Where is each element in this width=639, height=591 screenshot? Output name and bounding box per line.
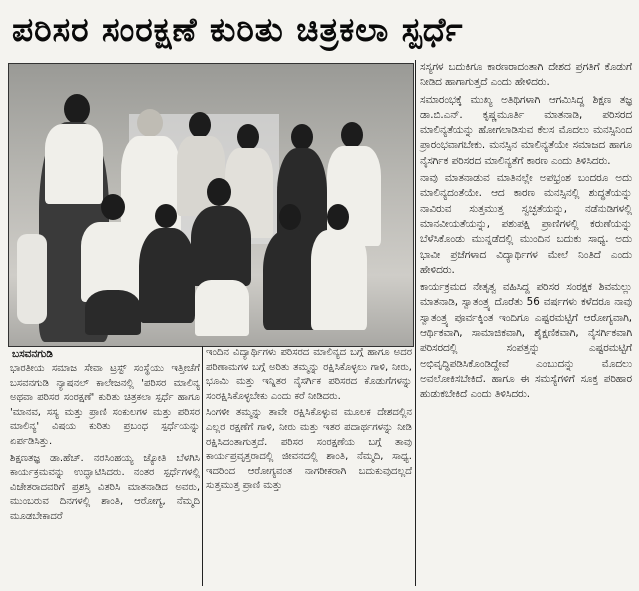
- paragraph: ಕಾರ್ಯಕ್ರಮದ ನೇತೃತ್ವ ವಹಿಸಿದ್ದ ಪರಿಸರ ಸಂರಕ್ಷಕ ಶಿವಮಲ್ಲು ಮಾತನಾಡಿ, ಸ್ವಾತಂತ್ರ್ಯ ದೊರೆತು 56 ವರ್ಷಗಳು ಕಳೆದರೂ ನಾವು ಸ್ವಾತಂತ್ರ್ಯ ಪೂರ್ವಕ್ಕಿಂತ ಇಂದಿಗೂ ಎಷ್ಟರಮಟ್ಟಿಗೆ ಆರೋಗ್ಯವಾಗಿ, ಆರ್ಥಿಕವಾಗಿ, ಸಾಮಾಜಿಕವಾಗಿ, ಶೈಕ್ಷಣಿಕವಾಗಿ, ನೈಸರ್ಗಿಕವಾಗಿ ಪರಿಸರದಲ್ಲಿ ಸಂಪತ್ತನ್ನು ಎಷ್ಟರಮಟ್ಟಿಗೆ ಅಭಿವೃದ್ಧಿಪಡಿಸಿಕೊಂಡಿದ್ದೇವೆ ಎಂಬುದನ್ನು ಮೊದಲು ಅವಲೋಕಿಸಬೇಕಿದೆ. ಹಾಗೂ ಈ ಸಮಸ್ಯೆಗಳಿಗೆ ಸೂಕ್ತ ಪರಿಹಾರ ಹುಡುಕಬೇಕಿದೆ ಎಂದು ತಿಳಿಸಿದರು.: [420, 281, 632, 401]
- column-rule: [202, 346, 203, 586]
- paragraph: ಶಿಕ್ಷಣತಜ್ಞ ಡಾ.ಹೆಚ್. ನರಸಿಂಹಯ್ಯ ಜ್ಯೋತಿ ಬೆಳಗಿಸಿ ಕಾರ್ಯಕ್ರಮವನ್ನು ಉದ್ಘಾಟಿಸಿದರು. ನಂತರ ಸ್ಪರ್ಧೆಗಳಲ್ಲಿ ವಿಜೇತರಾದವರಿಗೆ ಪ್ರಶಸ್ತಿ ವಿತರಿಸಿ ಮಾತನಾಡಿದ ಅವರು, ಮುಂಬರುವ ದಿನಗಳಲ್ಲಿ ಶಾಂತಿ, ಆರೋಗ್ಯ, ನೆಮ್ಮದಿ ಮೂಡಬೇಕಾದರೆ: [10, 452, 200, 522]
- column-rule: [415, 60, 416, 586]
- paragraph: ನಾವು ಮಾತನಾಡುವ ಮಾತಿನಲ್ಲೇ ಅಪಭ್ರಂಶ ಬಂದರೂ ಅದು ಮಾಲಿನ್ಯದಂತೆಯೇ. ಆದ ಕಾರಣ ಮನಸ್ಸಿನಲ್ಲಿ ಶುದ್ಧತೆಯನ್ನು ನಾವಿರುವ ಸುತ್ತಮುತ್ತ ಸ್ವಚ್ಛತೆಯನ್ನು, ನಡೆನುಡಿಗಳಲ್ಲಿ ಮಾನವೀಯತೆಯನ್ನು, ಪಶುಪಕ್ಷಿ ಪ್ರಾಣಿಗಳಲ್ಲಿ ಕರುಣೆಯನ್ನು ಬೆಳೆಸಿಕೊಂಡು ಮುನ್ನಡೆದಲ್ಲಿ ಮುಂದಿನ ಬದುಕು ಸಾಧ್ಯ. ಅದು ಭಾವೀ ಪ್ರಜೆಗಳಾದ ವಿದ್ಯಾರ್ಥಿಗಳ ಮೇಲೆ ನಿಂತಿದೆ ಎಂದು ಹೇಳಿದರು.: [420, 172, 632, 276]
- news-photo: [8, 63, 414, 347]
- paragraph: ಇಂದಿನ ವಿದ್ಯಾರ್ಥಿಗಳು ಪರಿಸರದ ಮಾಲಿನ್ಯದ ಬಗ್ಗೆ ಹಾಗೂ ಅದರ ಪರಿಣಾಮಗಳ ಬಗ್ಗೆ ಅರಿತು ತಮ್ಮನ್ನು ರಕ್ಷಿಸಿಕೊಳ್ಳಲು ಗಾಳಿ, ನೀರು, ಭೂಮಿ ಮತ್ತು ಇನ್ನಿತರ ನೈಸರ್ಗಿಕ ಪರಿಸರದ ಕೊಡುಗೆಗಳನ್ನು ಸಂರಕ್ಷಿಸಿಕೊಳ್ಳಬೇಕು ಎಂದು ಕರೆ ನೀಡಿದರು.: [206, 347, 412, 402]
- article-column-1: [10, 362, 200, 527]
- paragraph: ಭಾರತೀಯ ಸಮಾಜ ಸೇವಾ ಟ್ರಸ್ಟ್ ಸಂಸ್ಥೆಯು ಇತ್ತೀಚೆಗೆ ಬಸವನಗುಡಿ ನ್ಯಾಷನಲ್ ಕಾಲೇಜನಲ್ಲಿ 'ಪರಿಸರ ಮಾಲಿನ್ಯ ಅಥವಾ ಪರಿಸರ ಸಂರಕ್ಷಣೆ' ಕುರಿತು ಚಿತ್ರಕಲಾ ಸ್ಪರ್ಧೆ ಹಾಗೂ 'ಮಾನವ, ಸಸ್ಯ ಮತ್ತು ಪ್ರಾಣಿ ಸಂಕುಲಗಳ ಮತ್ತು ಪರಿಸರ ಮಾಲಿನ್ಯ' ವಿಷಯ ಕುರಿತು ಪ್ರಬಂಧ ಸ್ಪರ್ಧೆಯನ್ನು ಏರ್ಪಡಿಸಿತ್ತು.: [10, 363, 200, 447]
- dateline: ಬಸವನಗುಡಿ: [12, 348, 53, 360]
- headline: ಪರಿಸರ ಸಂರಕ್ಷಣೆ ಕುರಿತು ಚಿತ್ರಕಲಾ ಸ್ಪರ್ಧೆ: [12, 10, 464, 49]
- paragraph: ಸಮಾರಂಭಕ್ಕೆ ಮುಖ್ಯ ಅತಿಥಿಗಳಾಗಿ ಆಗಮಿಸಿದ್ದ ಶಿಕ್ಷಣ ತಜ್ಞ ಡಾ.ಬಿ.ಎನ್. ಕೃಷ್ಣಮೂರ್ತಿ ಮಾತನಾಡಿ, ಪರಿಸರದ ಮಾಲಿನ್ಯತೆಯನ್ನು ಹೋಗಲಾಡಿಸುವ ಕೆಲಸ ಮೊದಲು ಮನಸ್ಸಿನಿಂದ ಪ್ರಾರಂಭವಾಗಬೇಕು. ಮನಸ್ಸಿನ ಮಾಲಿನ್ಯತೆಯೇ ಸಮಾಜದ ಹಾಗೂ ನೈಸರ್ಗಿಕ ಪರಿಸರದ ಮಾಲಿನ್ಯತೆಗೆ ಕಾರಣ ಎಂದು ತಿಳಿಸಿದರು.: [420, 93, 632, 167]
- article-column-3: [420, 60, 632, 405]
- paragraph: ಸಸ್ಯಗಳ ಬದುಕಿಗೂ ಕಾರಣರಾದಂತಾಗಿ ದೇಶದ ಪ್ರಗತಿಗೆ ಕೊಡುಗೆ ನೀಡಿದ ಹಾಗಾಗುತ್ತದೆ ಎಂದು ಹೇಳಿದರು.: [420, 61, 632, 89]
- article-column-2: [206, 346, 412, 496]
- paragraph: ಸಿಂಗಳೀ ತಮ್ಮನ್ನು ತಾವೇ ರಕ್ಷಿಸಿಕೊಳ್ಳುವ ಮೂಲಕ ದೇಶದಲ್ಲಿನ ಎಲ್ಲರ ರಕ್ಷಣೆಗೆ ಗಾಳಿ, ನೀರು ಮತ್ತು ಇತರ ಪದಾರ್ಥಗಳನ್ನು ನೀಡಿ ರಕ್ಷಿಸಿದಂತಾಗುತ್ತದೆ. ಪರಿಸರ ಸಂರಕ್ಷಣೆಯ ಬಗ್ಗೆ ತಾವು ಕಾರ್ಯಪ್ರವೃತ್ತರಾದಲ್ಲಿ ಜೀವನದಲ್ಲಿ ಶಾಂತಿ, ನೆಮ್ಮದಿ, ಸಾಧ್ಯ. ಇದರಿಂದ ಆರೋಗ್ಯವಂತ ನಾಗರೀಕರಾಗಿ ಬದುಕುವುದಲ್ಲದೆ ಸುತ್ತಮುತ್ತ ಪ್ರಾಣಿ ಮತ್ತು: [206, 407, 412, 492]
